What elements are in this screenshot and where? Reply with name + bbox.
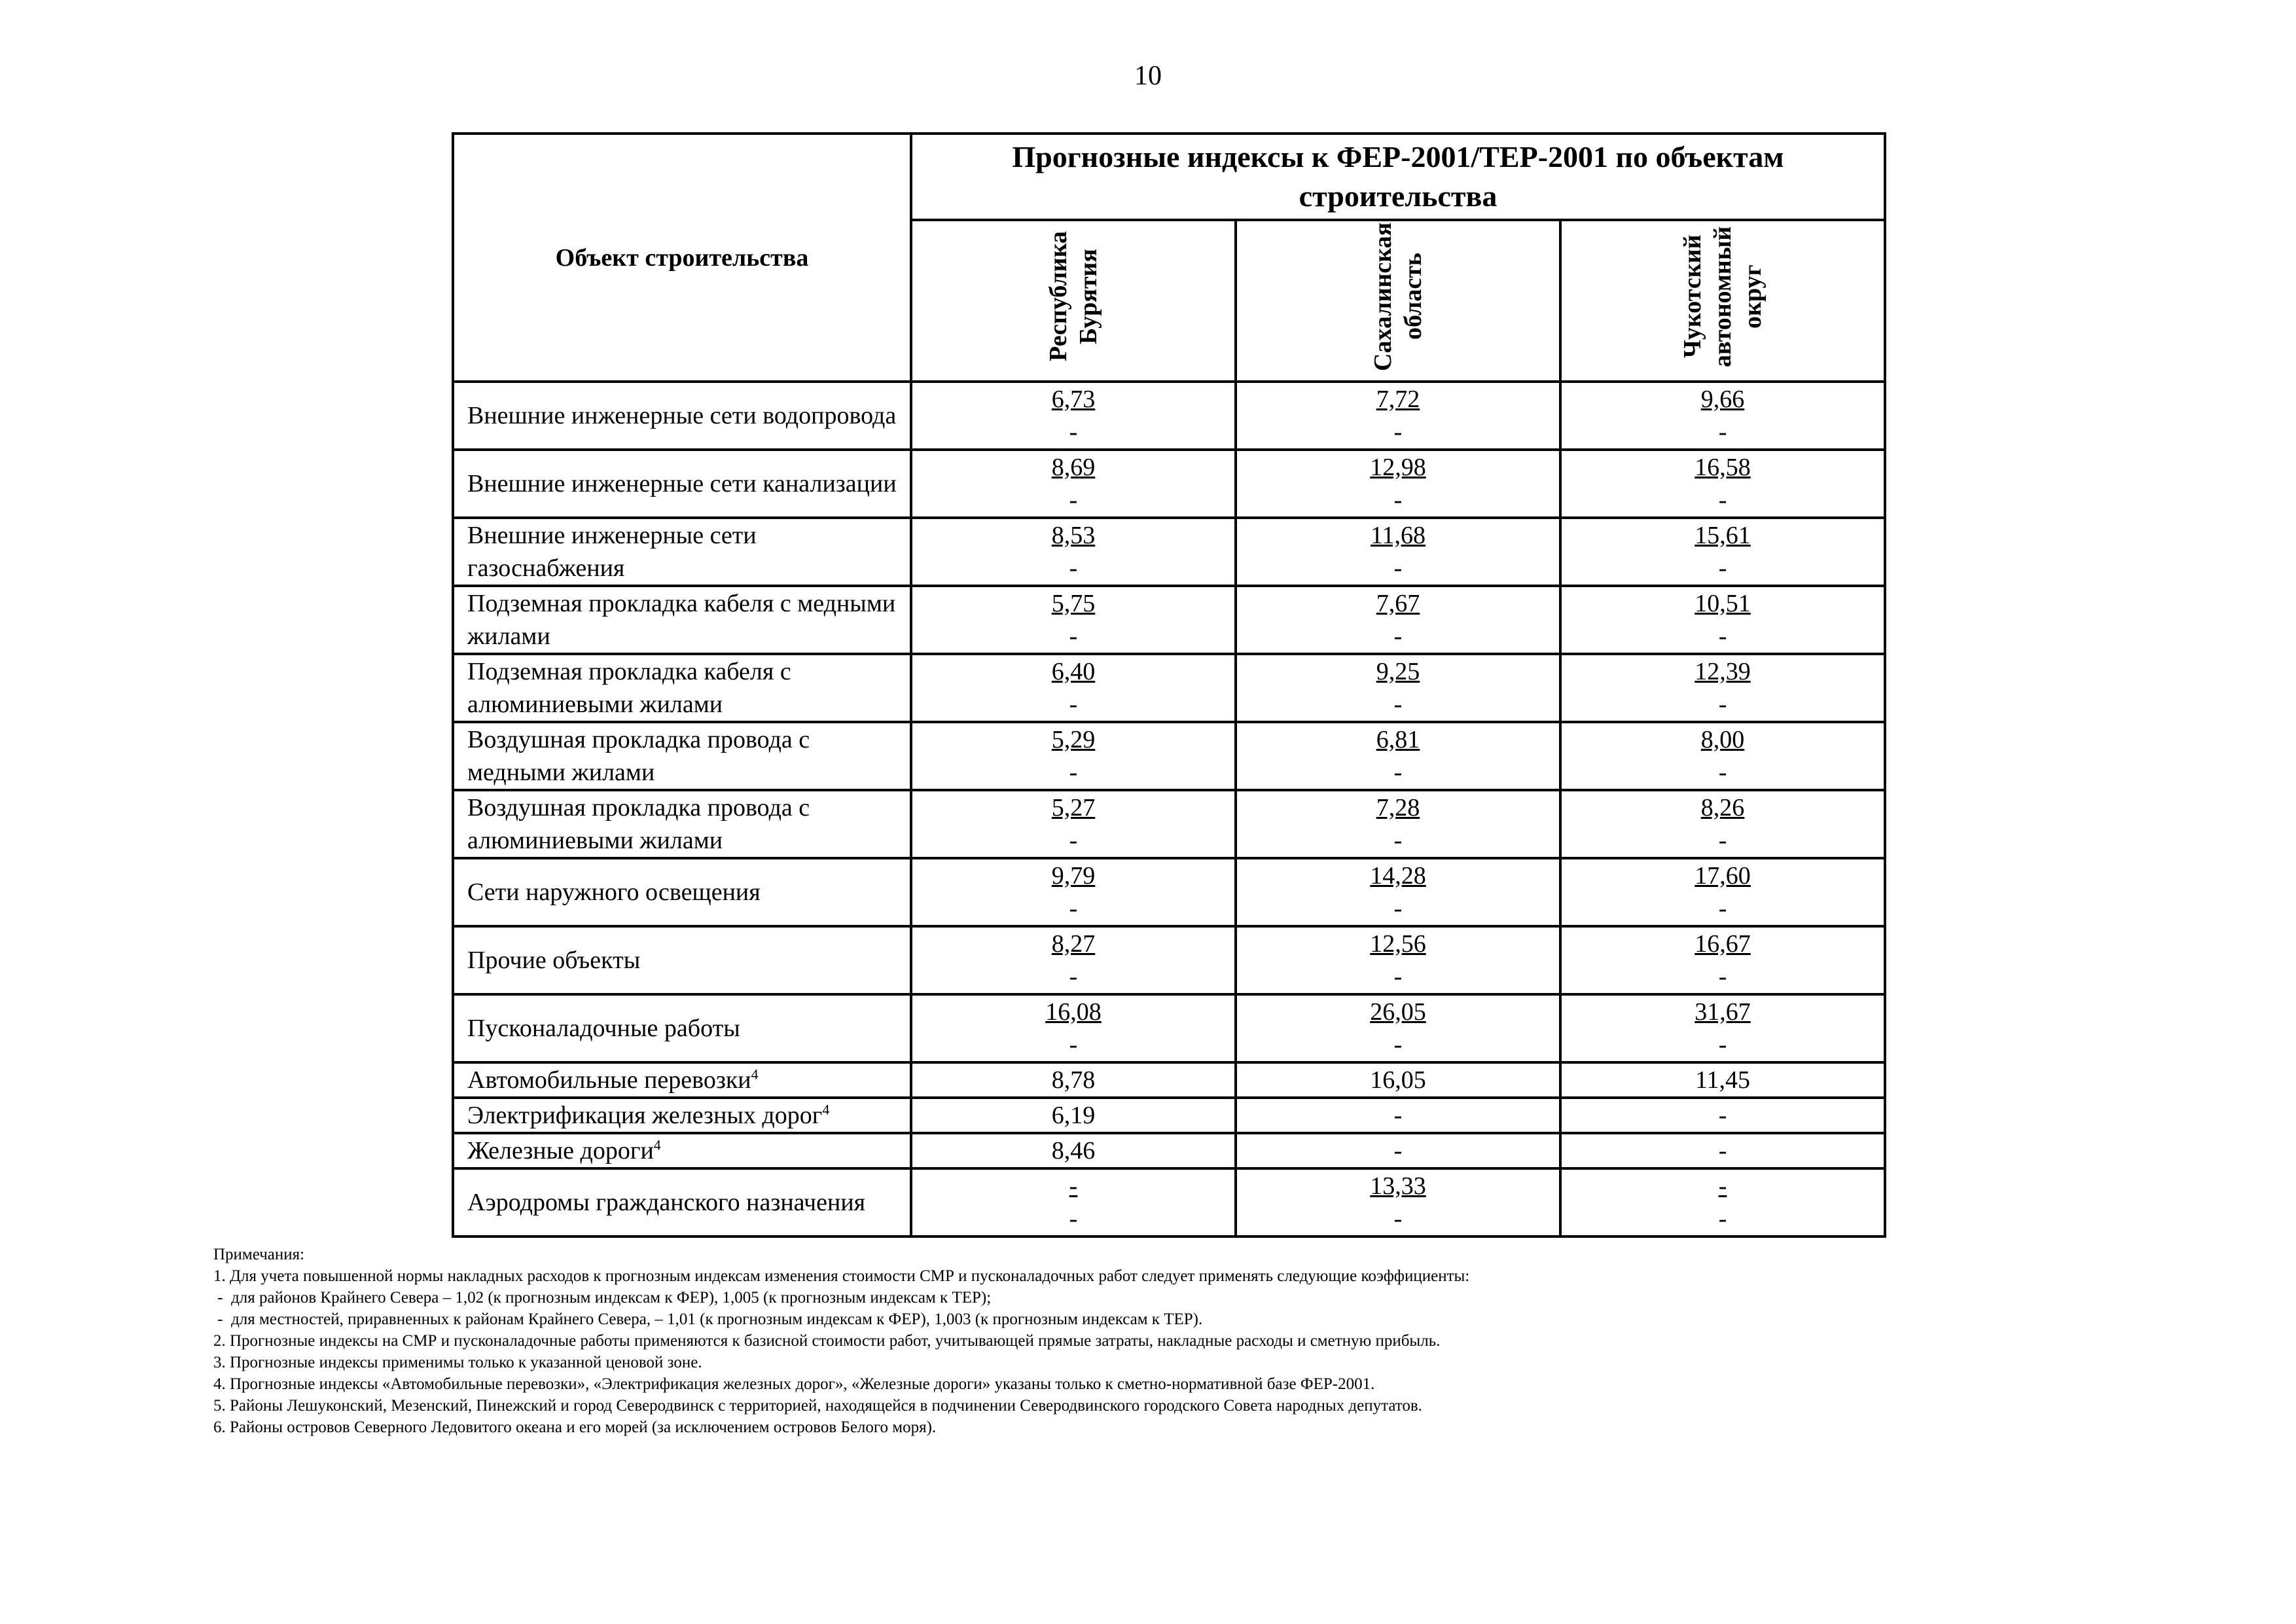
table-row	[453, 858, 1885, 926]
row-value-cell	[911, 858, 1236, 926]
value-ter: -	[1069, 963, 1078, 990]
row-object-name	[453, 1168, 911, 1236]
value-ter: -	[1393, 895, 1403, 922]
value-fer: 5,29	[1051, 726, 1096, 753]
note-line: Примечания:	[213, 1246, 305, 1263]
note-line: - для местностей, приравненных к районам Крайнего Севера, – 1,01 (к прогнозным индексам к ФЕР), 1,003 (к прогнозным индексам к ТЕР).	[213, 1310, 1203, 1328]
value-ter: -	[1069, 691, 1078, 718]
header-region-chukotka: Чукотский автономный округ	[1560, 220, 1885, 382]
table-row	[453, 926, 1885, 994]
value-fer: 9,25	[1376, 658, 1420, 685]
row-value-cell	[1236, 382, 1560, 450]
row-value-cell	[1560, 926, 1885, 994]
row-value-cell	[911, 1098, 1236, 1133]
row-value-cell	[1560, 1062, 1885, 1098]
row-value-cell	[1560, 586, 1885, 654]
value-ter: -	[1718, 554, 1727, 582]
row-value-cell	[1236, 1062, 1560, 1098]
row-object-label: Электрификация железных дорог	[467, 1102, 823, 1129]
row-value-cell	[1236, 518, 1560, 586]
table-body	[453, 382, 1885, 1236]
value-ter: -	[1718, 418, 1727, 446]
row-value-cell	[1560, 450, 1885, 518]
value-fer: -	[1069, 1172, 1078, 1200]
row-value-cell	[1560, 1133, 1885, 1168]
table-row	[453, 654, 1885, 722]
row-object-label: Воздушная прокладка провода с медными жилами	[467, 726, 810, 786]
value-ter: -	[1069, 1031, 1078, 1058]
row-value-cell	[1560, 382, 1885, 450]
table-row	[453, 790, 1885, 858]
note-line: 5. Районы Лешуконский, Мезенский, Пинежский и город Северодвинск с территорией, находящейся в подчинении Северодвинского городского Совета народных депутатов.	[213, 1397, 1422, 1415]
footnote-ref: 4	[822, 1101, 830, 1118]
value-fer: 13,33	[1370, 1172, 1426, 1200]
row-object-label: Сети наружного освещения	[467, 878, 761, 906]
row-value-cell	[1236, 1098, 1560, 1133]
table-row	[453, 722, 1885, 790]
row-object-label: Подземная прокладка кабеля с медными жилами	[467, 590, 896, 650]
row-object-label: Аэродромы гражданского назначения	[467, 1189, 866, 1216]
row-value-cell	[1560, 1168, 1885, 1236]
notes	[213, 1244, 2177, 1438]
value: 8,78	[1051, 1066, 1096, 1094]
value: 6,19	[1051, 1102, 1096, 1129]
value-fer: 16,08	[1045, 998, 1102, 1026]
row-object-name	[453, 586, 911, 654]
row-value-cell	[1236, 994, 1560, 1062]
header-region-buryatia: Республика Бурятия	[911, 220, 1236, 382]
footnote-ref: 4	[751, 1066, 759, 1083]
row-value-cell	[1236, 654, 1560, 722]
table-row	[453, 450, 1885, 518]
value-ter: -	[1393, 486, 1403, 514]
row-value-cell	[911, 518, 1236, 586]
row-object-name	[453, 382, 911, 450]
table-row	[453, 1098, 1885, 1133]
note-line: 1. Для учета повышенной нормы накладных расходов к прогнозным индексам изменения стоимости СМР и пусконаладочных работ следует применять следующие коэффициенты:	[213, 1267, 1470, 1285]
table-row	[453, 1062, 1885, 1098]
value-ter: -	[1069, 1205, 1078, 1233]
value-ter: -	[1718, 759, 1727, 786]
value-fer: 16,58	[1695, 454, 1751, 481]
value-fer: 11,68	[1370, 522, 1426, 549]
row-object-label: Автомобильные перевозки	[467, 1066, 751, 1094]
row-object-label: Внешние инженерные сети канализации	[467, 470, 897, 497]
row-value-cell	[1236, 1133, 1560, 1168]
row-value-cell	[1560, 790, 1885, 858]
row-object-label: Железные дороги	[467, 1137, 654, 1164]
value-fer: 6,73	[1051, 386, 1096, 413]
value-fer: 9,79	[1051, 862, 1096, 890]
row-value-cell	[1236, 790, 1560, 858]
value-fer: 16,67	[1695, 930, 1751, 958]
value-fer: 10,51	[1695, 590, 1751, 617]
value-fer: 12,56	[1370, 930, 1426, 958]
value-fer: 26,05	[1370, 998, 1426, 1026]
value-fer: 8,26	[1700, 794, 1745, 821]
row-value-cell	[1236, 926, 1560, 994]
row-value-cell	[911, 790, 1236, 858]
row-value-cell	[911, 654, 1236, 722]
value-ter: -	[1393, 1031, 1403, 1058]
value-ter: -	[1069, 623, 1078, 650]
row-value-cell	[1560, 654, 1885, 722]
row-object-name	[453, 926, 911, 994]
value-fer: 14,28	[1370, 862, 1426, 890]
row-value-cell	[1560, 518, 1885, 586]
value-ter: -	[1393, 759, 1403, 786]
row-object-name	[453, 722, 911, 790]
row-value-cell	[1236, 858, 1560, 926]
row-value-cell	[1236, 722, 1560, 790]
row-object-label: Внешние инженерные сети газоснабжения	[467, 522, 757, 582]
value-ter: -	[1718, 623, 1727, 650]
note-line: 2. Прогнозные индексы на СМР и пусконаладочные работы применяются к базисной стоимости работ, учитывающей прямые затраты, накладные расходы и сметную прибыль.	[213, 1332, 1441, 1350]
page-number: 10	[1134, 61, 1162, 91]
value: -	[1718, 1137, 1727, 1164]
row-value-cell	[1236, 450, 1560, 518]
value-fer: 6,81	[1376, 726, 1420, 753]
note-line: 3. Прогнозные индексы применимы только к указанной ценовой зоне.	[213, 1354, 702, 1371]
value-fer: 12,98	[1370, 454, 1426, 481]
value: 16,05	[1370, 1066, 1426, 1094]
row-object-name	[453, 994, 911, 1062]
value-ter: -	[1393, 691, 1403, 718]
index-table	[452, 132, 1886, 1238]
value-fer: 8,69	[1051, 454, 1096, 481]
table-row	[453, 994, 1885, 1062]
row-object-name	[453, 654, 911, 722]
value-ter: -	[1718, 486, 1727, 514]
value-ter: -	[1069, 759, 1078, 786]
value: -	[1393, 1102, 1403, 1129]
value-ter: -	[1393, 827, 1403, 854]
value-fer: 5,27	[1051, 794, 1096, 821]
value-fer: 8,00	[1700, 726, 1745, 753]
row-value-cell	[1236, 1168, 1560, 1236]
value: 11,45	[1695, 1066, 1751, 1094]
row-value-cell	[1236, 586, 1560, 654]
value-ter: -	[1718, 1031, 1727, 1058]
row-value-cell	[911, 382, 1236, 450]
row-value-cell	[911, 450, 1236, 518]
row-value-cell	[911, 722, 1236, 790]
row-value-cell	[911, 926, 1236, 994]
value-fer: 7,28	[1376, 794, 1420, 821]
value-fer: 17,60	[1695, 862, 1751, 890]
header-region-sakhalin: Сахалинская область	[1236, 220, 1560, 382]
value-ter: -	[1718, 895, 1727, 922]
table-row	[453, 518, 1885, 586]
row-value-cell	[1560, 722, 1885, 790]
value-fer: 8,53	[1051, 522, 1096, 549]
value-ter: -	[1069, 486, 1078, 514]
header-object: Объект строительства	[453, 134, 911, 382]
value-ter: -	[1393, 963, 1403, 990]
value: 8,46	[1051, 1137, 1096, 1164]
row-object-name	[453, 1133, 911, 1168]
value-fer: 6,40	[1051, 658, 1096, 685]
note-line: 6. Районы островов Северного Ледовитого океана и его морей (за исключением островов Белого моря).	[213, 1418, 937, 1436]
table-row	[453, 382, 1885, 450]
table-row	[453, 1168, 1885, 1236]
value-ter: -	[1393, 418, 1403, 446]
value-ter: -	[1069, 554, 1078, 582]
note-line: - для районов Крайнего Севера – 1,02 (к прогнозным индексам к ФЕР), 1,005 (к прогнозным индексам к ТЕР);	[213, 1289, 992, 1307]
value-fer: 7,72	[1376, 386, 1420, 413]
row-object-label: Подземная прокладка кабеля с алюминиевыми жилами	[467, 658, 791, 718]
row-value-cell	[1560, 994, 1885, 1062]
table-row	[453, 586, 1885, 654]
value-fer: 5,75	[1051, 590, 1096, 617]
value-ter: -	[1393, 1205, 1403, 1233]
row-object-label: Прочие объекты	[467, 947, 641, 974]
row-value-cell	[1560, 1098, 1885, 1133]
value-ter: -	[1393, 554, 1403, 582]
value-fer: 8,27	[1051, 930, 1096, 958]
value-fer: 12,39	[1695, 658, 1751, 685]
row-object-name	[453, 858, 911, 926]
row-value-cell	[911, 994, 1236, 1062]
row-object-label: Внешние инженерные сети водопровода	[467, 402, 897, 429]
row-object-name	[453, 790, 911, 858]
value-fer: 9,66	[1700, 386, 1745, 413]
value-ter: -	[1718, 691, 1727, 718]
value-ter: -	[1393, 623, 1403, 650]
footnote-ref: 4	[653, 1136, 661, 1153]
value: -	[1718, 1102, 1727, 1129]
row-object-name	[453, 450, 911, 518]
row-object-name	[453, 1062, 911, 1098]
row-object-name	[453, 1098, 911, 1133]
value-ter: -	[1069, 895, 1078, 922]
row-object-label: Воздушная прокладка провода с алюминиевыми жилами	[467, 794, 810, 854]
value-fer: 15,61	[1695, 522, 1751, 549]
row-value-cell	[911, 1133, 1236, 1168]
value-fer: 7,67	[1376, 590, 1420, 617]
row-value-cell	[911, 586, 1236, 654]
note-line: 4. Прогнозные индексы «Автомобильные перевозки», «Электрификация железных дорог», «Железные дороги» указаны только к сметно-нормативной базе ФЕР-2001.	[213, 1375, 1375, 1393]
row-value-cell	[911, 1062, 1236, 1098]
row-value-cell	[1560, 858, 1885, 926]
value-ter: -	[1069, 418, 1078, 446]
value-ter: -	[1718, 963, 1727, 990]
value-ter: -	[1718, 827, 1727, 854]
table-row	[453, 1133, 1885, 1168]
row-object-label: Пусконаладочные работы	[467, 1015, 740, 1042]
header-title: Прогнозные индексы к ФЕР-2001/ТЕР-2001 по объектам строительства	[911, 134, 1885, 220]
value-fer: -	[1718, 1172, 1727, 1200]
value-fer: 31,67	[1695, 998, 1751, 1026]
value: -	[1393, 1137, 1403, 1164]
row-object-name	[453, 518, 911, 586]
value-ter: -	[1069, 827, 1078, 854]
value-ter: -	[1718, 1205, 1727, 1233]
row-value-cell	[911, 1168, 1236, 1236]
